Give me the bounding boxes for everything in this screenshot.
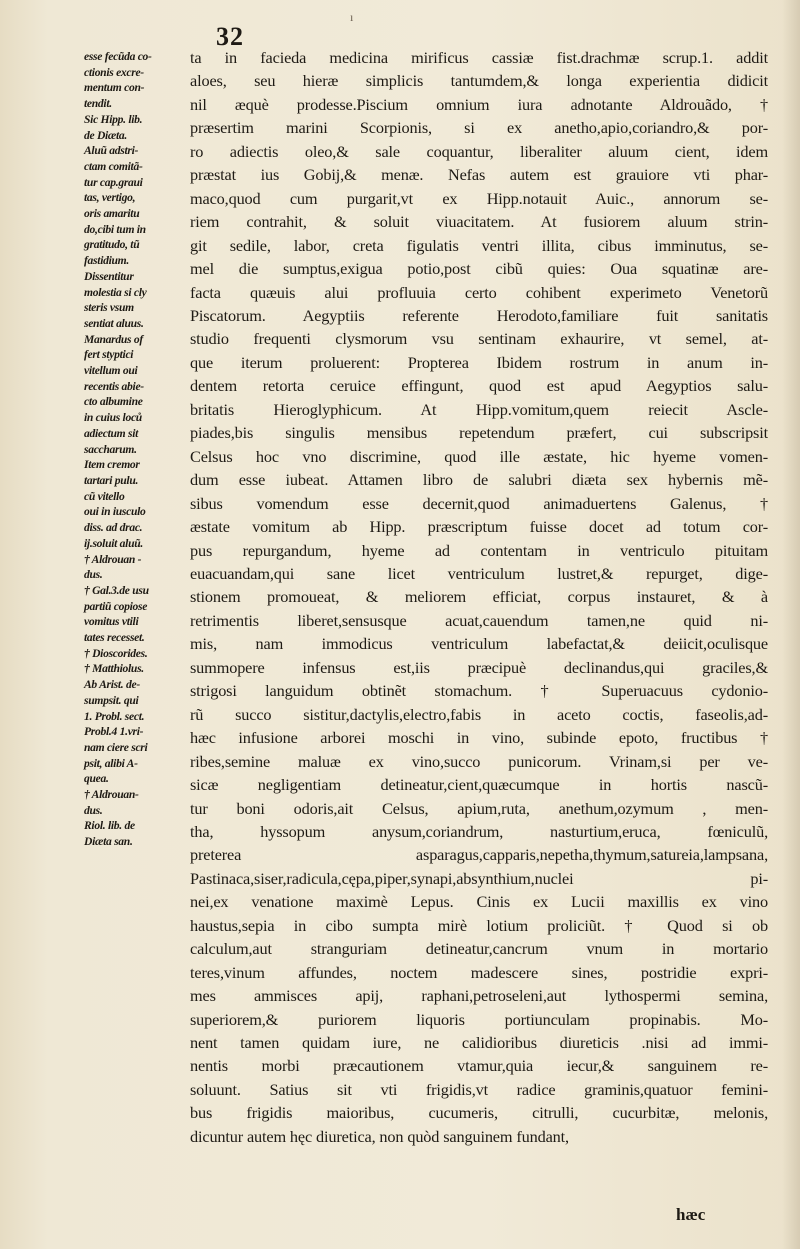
- text-line: studio frequenti clysmorum vsu sentinam exhaurire, vt semel, at-: [190, 329, 768, 349]
- margin-note-line: psit, alibi A-: [84, 756, 138, 770]
- margin-note-line: fastidium.: [84, 254, 129, 268]
- text-line: præstat ius Gobij,& menæ. Nefas autem est grauiore vti phar-: [190, 165, 768, 185]
- margin-note-line: diss. ad drac.: [84, 521, 143, 535]
- text-line: euacuandam,qui sane licet ventriculum lustret,& repurget, dige-: [190, 563, 768, 583]
- margin-note-line: Item cremor: [84, 458, 140, 472]
- margin-note-line: Ab Arist. de-: [84, 678, 140, 692]
- text-line: præsertim marini Scorpionis, si ex anetho,apio,coriandro,& por-: [190, 118, 768, 138]
- margin-note-line: esse fecũda co-: [84, 50, 152, 63]
- text-line: nei,ex venatione maximè Lepus. Cinis ex Lucii maxillis ex vino: [190, 892, 768, 912]
- text-line: riem contrahit, & soluit viuacitatem. At fusiorem aluum strin-: [190, 212, 768, 232]
- text-line: Pastinaca,siser,radicula,cępa,piper,synapi,absynthium,nuclei pi-: [190, 868, 768, 888]
- text-line: dicuntur autem hęc diuretica, non quòd sanguinem fundant,: [190, 1126, 569, 1146]
- text-line: stionem promoueat, & meliorem efficiat, corpus instauret, & à: [190, 587, 768, 607]
- margin-note-line: ctam comitã-: [84, 159, 143, 173]
- text-line: hæc infusione arborei moschi in vino, subinde epoto, fructibus †: [190, 728, 768, 748]
- margin-note-line: vitellum oui: [84, 364, 138, 378]
- margin-note-line: 1. Probl. sect.: [84, 709, 145, 723]
- margin-note-line: Riol. lib. de: [84, 819, 135, 833]
- text-line: tha, hyssopum anysum,coriandrum, nasturtium,eruca, fœniculũ,: [190, 821, 768, 841]
- margin-note-line: de Diæta.: [84, 128, 128, 142]
- margin-note-line: tur cap.graui: [84, 175, 143, 189]
- margin-note-line: recentis abie-: [84, 379, 144, 393]
- text-line: aloes, seu hieræ simplicis tantumdem,& longa experientia didicit: [190, 71, 768, 91]
- margin-note-line: vomitus vtili: [84, 615, 139, 629]
- margin-note-line: fert styptici: [84, 348, 134, 362]
- text-line: strigosi languidum obtinẽt stomachum. † Superuacuus cydonio-: [190, 681, 768, 701]
- text-line: que iterum proluerent: Propterea Ibidem rostrum in anum in-: [190, 352, 768, 372]
- text-line: soluunt. Satius sit vti frigidis,vt radice graminis,quatuor femini-: [190, 1079, 768, 1099]
- text-line: ta in facieda medicina mirificus cassiæ fist.drachmæ scrup.1. addit: [190, 48, 768, 67]
- text-line: preterea asparagus,capparis,nepetha,thymum,satureia,lampsana,: [190, 845, 768, 865]
- text-line: summopere infensus est,iis præcipuè declinandus,qui graciles,&: [190, 657, 768, 677]
- margin-note-line: nam ciere scri: [84, 740, 148, 754]
- margin-note-line: ctionis excre-: [84, 65, 144, 79]
- margin-note-line: Aluũ adstri-: [84, 144, 139, 158]
- margin-note-line: saccharum.: [84, 442, 137, 456]
- margin-note-line: ij.soluit aluũ.: [84, 536, 143, 550]
- margin-note-line: do,cibi tum in: [84, 222, 146, 236]
- margin-note-line: Probl.4 1.vri-: [84, 725, 144, 739]
- text-line: mes ammisces apij, raphani,petroseleni,aut lythospermi semina,: [190, 986, 768, 1006]
- margin-note-line: dus.: [84, 803, 103, 817]
- margin-note-line: mentum con-: [84, 81, 145, 95]
- text-line: retrimentis liberet,sensusque acuat,cauendum tamen,ne quid ni-: [190, 610, 768, 630]
- text-line: nil æquè prodesse.Piscium omnium iura adnotante Aldrouãdo, †: [190, 94, 768, 114]
- margin-note-line: cto albumine: [84, 395, 143, 409]
- text-line: britatis Hieroglyphicum. At Hipp.vomitum,quem reiecit Ascle-: [190, 399, 768, 419]
- text-line: maco,quod cum purgarit,vt ex Hipp.notauit Auic., annorum se-: [190, 188, 768, 208]
- text-line: calculum,aut stranguriam detineatur,cancrum vnum in mortario: [190, 939, 768, 959]
- text-line: piades,bis singulis mensibus repetendum præfert, cui subscripsit: [190, 423, 768, 443]
- margin-note-line: tartari pulu.: [84, 473, 139, 487]
- margin-note-line: gratitudo, tũ: [84, 238, 140, 252]
- text-line: haustus,sepia in cibo sumpta mirè lotium proliciũt. † Quod si ob: [190, 915, 768, 935]
- text-line: Celsus hoc vno discrimine, quod ille æstate, hic hyeme vomen-: [190, 446, 768, 466]
- margin-note-line: † Gal.3.de usu: [84, 583, 149, 597]
- margin-note-line: Diæta san.: [84, 835, 133, 849]
- margin-note-line: sumpsit. qui: [84, 693, 139, 707]
- margin-note-line: tas, vertigo,: [84, 191, 136, 205]
- margin-note-line: molestia si cly: [84, 285, 147, 299]
- margin-note-line: Sic Hipp. lib.: [84, 112, 143, 126]
- text-line: nentis morbi præcautionem vtamur,quia iecur,& sanguinem re-: [190, 1056, 768, 1076]
- margin-note-line: adiectum sit: [84, 426, 139, 440]
- margin-note-line: † Aldrouan-: [84, 788, 139, 802]
- text-line: Piscatorum. Aegyptiis referente Herodoto,familiare fuit sanitatis: [190, 305, 768, 325]
- text-line: dentem retorta ceruice effingunt, quod est apud Aegyptios salu-: [190, 376, 768, 396]
- margin-note-line: † Dioscorides.: [84, 646, 148, 660]
- margin-notes: [84, 49, 192, 850]
- margin-note-line: dus.: [84, 568, 103, 582]
- text-line: nent tamen quidam iure, ne calidioribus diureticis .nisi ad immi-: [190, 1033, 768, 1053]
- margin-note-line: tendit.: [84, 97, 112, 111]
- margin-note-line: Manardus of: [84, 332, 143, 346]
- margin-note-line: oris amaritu: [84, 207, 140, 221]
- text-line: ro adiectis oleo,& sale coquantur, liberaliter aluum cient, idem: [190, 141, 768, 161]
- text-line: rũ succo sistitur,dactylis,electro,fabis in aceto coctis, faseolis,ad-: [190, 704, 768, 724]
- margin-note-line: sentiat aluus.: [84, 316, 144, 330]
- page-number: 32: [216, 22, 244, 51]
- text-line: superiorem,& puriorem liquoris portiunculam propinabis. Mo-: [190, 1009, 768, 1029]
- main-text: [190, 46, 768, 1148]
- margin-note-line: partiũ copiose: [84, 599, 148, 613]
- text-line: bus frigidis maioribus, cucumeris, citrulli, cucurbitæ, melonis,: [190, 1103, 768, 1123]
- text-line: git sedile, labor, creta figulatis ventri illita, cibus imminutus, se-: [190, 235, 768, 255]
- text-line: tur boni odoris,ait Celsus, apium,ruta, anethum,ozymum , men-: [190, 798, 768, 818]
- catchword: hæc: [676, 1205, 706, 1224]
- text-line: teres,vinum affundes, noctem madescere sines, postridie expri-: [190, 962, 768, 982]
- text-line: facta quæuis alui profluuia certo cohibent experimeto Venetorũ: [190, 282, 768, 302]
- margin-note-line: Dissentitur: [84, 269, 134, 283]
- margin-note-line: † Matthiolus.: [84, 662, 144, 676]
- header-mark: ı: [350, 10, 354, 24]
- margin-note-line: tates recesset.: [84, 631, 145, 645]
- text-line: pus repurgandum, hyeme ad contentam in ventriculo pituitam: [190, 540, 768, 560]
- margin-note-line: in cuius loců: [84, 411, 142, 425]
- text-line: sicæ negligentiam detineatur,cient,quæcumque in hortis nascũ-: [190, 775, 768, 795]
- text-line: æstate vomitum ab Hipp. præscriptum fuisse docet ad totum cor-: [190, 517, 768, 537]
- margin-note-line: oui in iusculo: [84, 505, 146, 519]
- page-edge-shadow: [782, 0, 800, 1249]
- margin-note-line: † Aldrouan -: [84, 552, 142, 566]
- text-line: mel die sumptus,exigua potio,post cibũ quies: Oua squatinæ are-: [190, 259, 768, 279]
- text-line: ribes,semine maluæ ex vino,succo punicorum. Vrinam,si per ve-: [190, 751, 768, 771]
- text-line: sibus vomendum esse decernit,quod animaduertens Galenus, †: [190, 493, 768, 513]
- text-line: dum esse iubeat. Attamen libro de salubri diæta sex hybernis mẽ-: [190, 470, 768, 490]
- margin-note-line: quea.: [84, 772, 109, 786]
- margin-note-line: steris vsum: [84, 301, 134, 315]
- margin-note-line: cũ vitello: [84, 489, 125, 503]
- text-line: mis, nam immodicus ventriculum labefactat,& deiicit,oculisque: [190, 634, 768, 654]
